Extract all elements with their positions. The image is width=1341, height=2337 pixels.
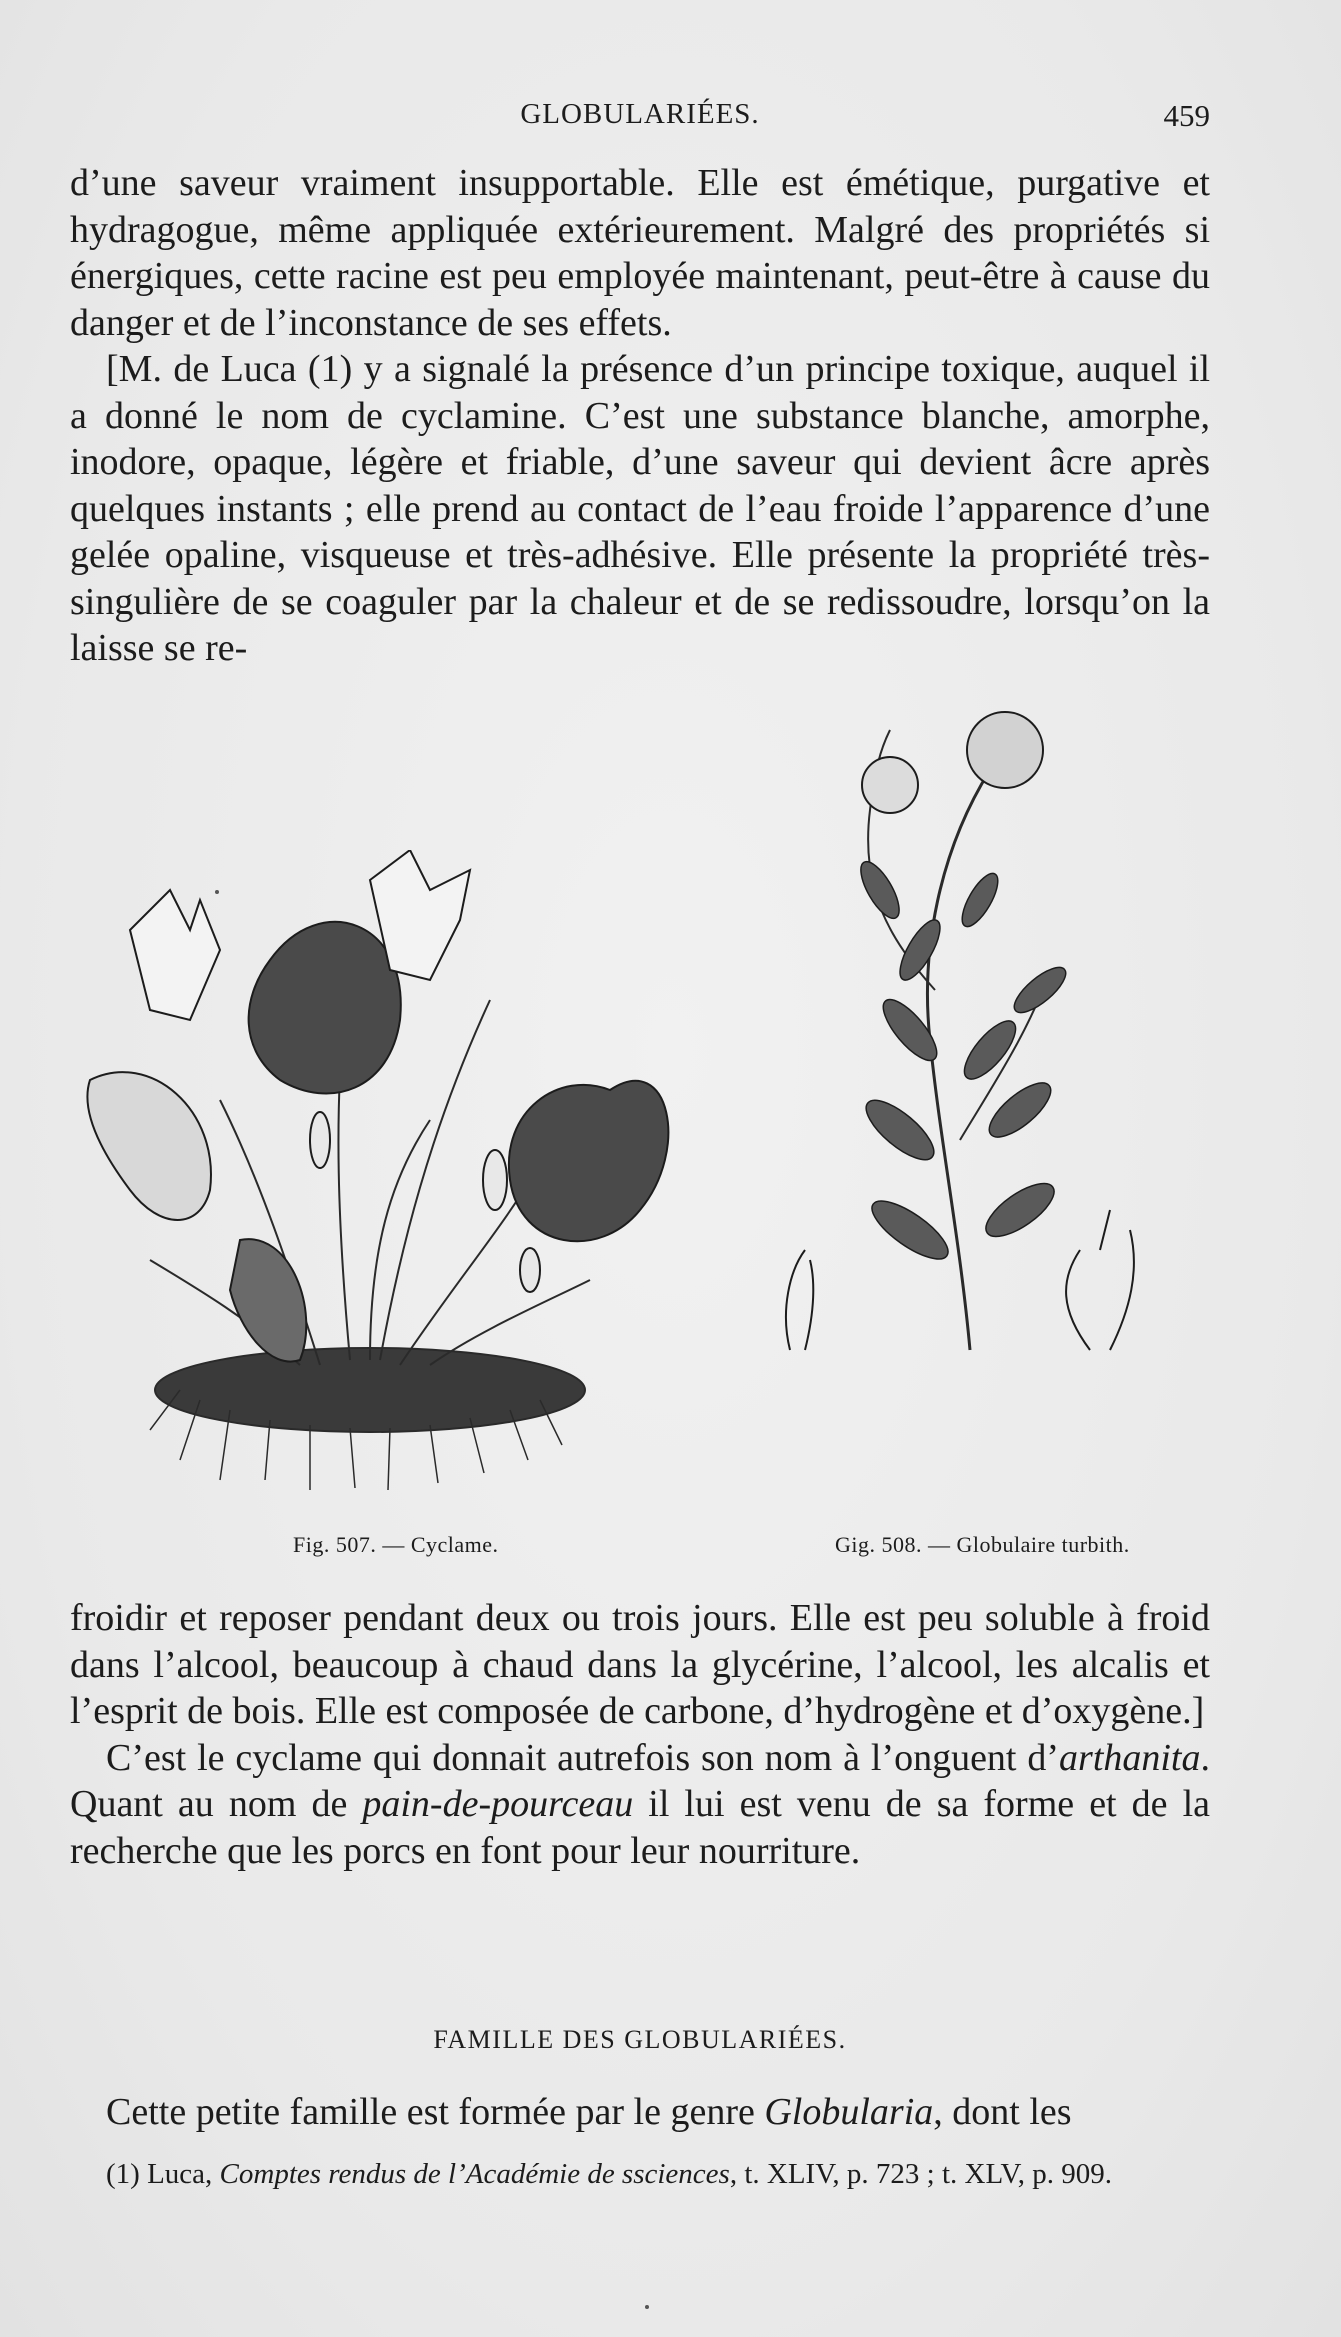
figure-plate — [70, 850, 1210, 1550]
figure-caption-508: Gig. 508. — Globulaire turbith. — [835, 1532, 1130, 1557]
page-number: 459 — [1163, 98, 1210, 133]
text-run: il lui est venu de sa forme et de la recherche que les porcs en font pour leur nourriture. — [70, 1783, 1211, 1872]
text-run: , dont les — [933, 2091, 1072, 2133]
cyclamen-leaf — [509, 1081, 668, 1241]
ink-speck — [645, 2305, 649, 2309]
globularia-leaf — [955, 869, 1004, 932]
ink-speck — [215, 890, 219, 894]
cyclamen-leaf — [87, 1072, 211, 1220]
italic-term: Globularia — [764, 2091, 934, 2133]
floral-detail — [786, 1250, 813, 1350]
italic-term: Comptes rendus de l’Académie de ssciences — [219, 2158, 730, 2190]
globularia-leaf — [893, 915, 948, 986]
flower-head — [862, 757, 918, 813]
text-run: (1) Luca, — [106, 2158, 220, 2190]
paragraph: [M. de Luca (1) y a signalé la présence d’un principe toxique, auquel il a donné le nom de cyclamine. C’est une substance blanche, amorphe, inodore, opaque, légère et friable, d’une saveur qui devient âcre après quelques instants ; elle prend au contact de l’eau froide l’apparence d’une gelée opaline, visqueuse et très-adhésive. Elle présente la propriété très-singulière de se coaguler par la chaleur et de se redissoudre, lorsqu’on la laisse se re- — [70, 348, 1210, 669]
body-text-middle — [70, 1595, 1210, 1874]
paragraph: d’une saveur vraiment insupportable. Elle est émétique, purgative et hydragogue, même appliquée extérieurement. Malgré des propriétés si énergiques, cette racine est peu employée maintenant, peut-être à cause du danger et de l’inconstance de ses effets. — [70, 162, 1210, 344]
running-title: GLOBULARIÉES. — [520, 98, 760, 130]
cyclamen-flower — [130, 890, 220, 1020]
cyclamen-illustration — [70, 850, 680, 1490]
text-run: Cette petite famille est formée par le genre — [106, 2091, 765, 2133]
cyclamen-leaf — [249, 922, 401, 1094]
globularia-leaf — [1008, 960, 1072, 1020]
italic-term: arthanita — [1059, 1736, 1201, 1779]
figure-caption-507: Fig. 507. — Cyclame. — [293, 1532, 499, 1557]
body-text-top — [70, 160, 1210, 672]
paragraph — [70, 2089, 1210, 2136]
cyclamen-bud — [520, 1248, 540, 1292]
flower-head — [967, 712, 1043, 788]
body-text-family — [70, 2089, 1210, 2136]
text-run: . Quant au nom de — [70, 1736, 1210, 1825]
page-header — [70, 98, 1210, 138]
globularia-leaf — [854, 856, 907, 923]
globularia-illustration — [760, 690, 1200, 1370]
floral-detail — [1066, 1210, 1134, 1350]
paragraph: froidir et reposer pendant deux ou trois jours. Elle est peu soluble à froid dans l’alcool, beaucoup à chaud dans la glycérine, l’alcool, les alcalis et l’esprit de bois. Elle est composée de carbone, d’hydrogène et d’oxygène.] — [70, 1597, 1210, 1732]
cyclamen-bud — [483, 1150, 507, 1210]
globularia-leaf — [864, 1191, 956, 1269]
cyclamen-tuber — [155, 1348, 585, 1432]
text-run: , t. XLIV, p. 723 ; t. XLV, p. 909. — [729, 2158, 1112, 2190]
cyclamen-bud — [310, 1112, 330, 1168]
globularia-leaf — [858, 1091, 943, 1170]
footnote-text — [70, 2154, 1210, 2194]
text-run: C’est le cyclame qui donnait autrefois son nom à l’onguent d’ — [106, 1736, 1060, 1779]
paragraph — [70, 1735, 1210, 1875]
globularia-leaf — [875, 992, 945, 1068]
globularia-leaf — [978, 1174, 1062, 1246]
italic-term: pain-de-pourceau — [362, 1783, 634, 1825]
section-title: FAMILLE DES GLOBULARIÉES. — [433, 2025, 847, 2054]
cyclamen-leaf — [230, 1239, 306, 1361]
footnote — [70, 2154, 1210, 2194]
